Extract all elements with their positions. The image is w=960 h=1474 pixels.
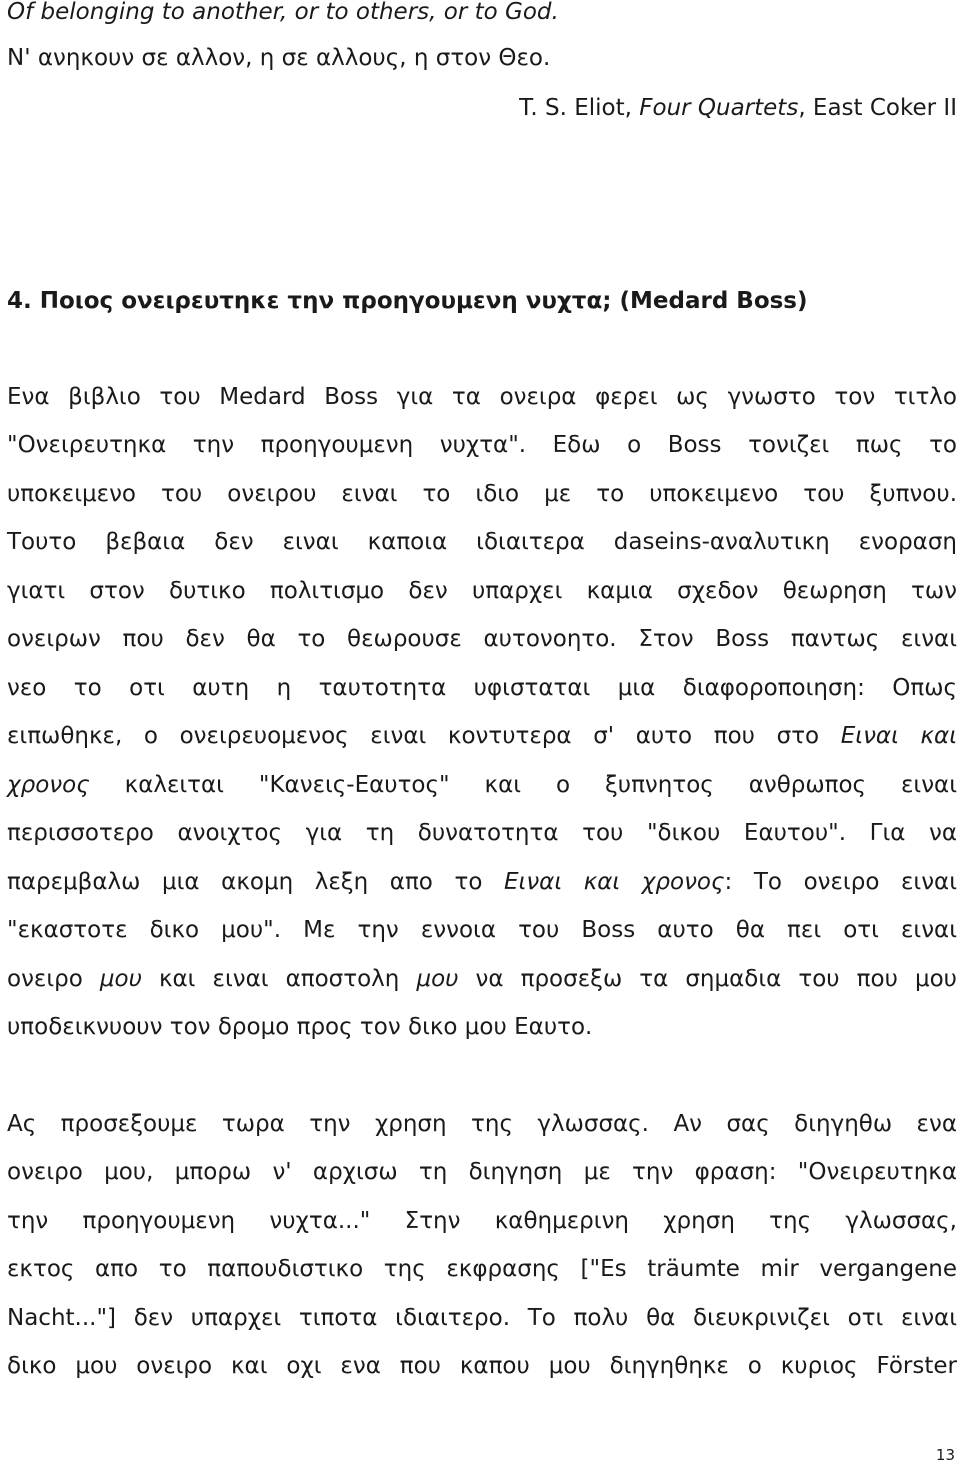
page-number: 13	[935, 1446, 955, 1464]
line-13-text-b: και ειναι αποστολη	[141, 966, 417, 992]
italic-book-title-cont: χρονος	[7, 772, 90, 798]
attribution-author: T. S. Eliot,	[519, 95, 640, 121]
paragraph-1-line-14: υποδεικνυουν τον δρομο προς τον δικο μου Εαυτο.	[7, 1014, 593, 1040]
paragraph-1-line-11	[7, 858, 957, 907]
epigraph-greek: Ν' ανηκουν σε αλλον, η σε αλλους, η στον Θεο.	[7, 45, 551, 71]
paragraph-1-line-7: νεο το οτι αυτη η ταυτοτητα υφισταται μια διαφοροποιηση: Οπως	[7, 675, 957, 701]
line-9-text: καλειται "Κανεις-Εαυτος" και ο ξυπνητος ανθρωπος ειναι	[89, 772, 957, 798]
italic-emphasis-2: μου	[416, 966, 459, 992]
paragraph-1-line-13	[7, 955, 957, 1004]
paragraph-1-line-3: υποκειμενο του ονειρου ειναι το ιδιο με το υποκειμενο του ξυπνου.	[7, 481, 957, 507]
italic-emphasis-1: μου	[99, 966, 142, 992]
paragraph-2-line-2: ονειρο μου, μπορω ν' αρχισω τη διηγηση με την φραση: "Ονειρευτηκα	[7, 1159, 957, 1185]
paragraph-2-line-1: Ας προσεξουμε τωρα την χρηση της γλωσσας. Αν σας διηγηθω ενα	[7, 1111, 957, 1137]
line-11-text-b: : Το ονειρο ειναι	[724, 869, 957, 895]
paragraph-1-line-5: γιατι στον δυτικο πολιτισμο δεν υπαρχει καμια σχεδον θεωρηση των	[7, 578, 957, 604]
attribution-section: , East Coker II	[798, 95, 957, 121]
line-8-text: ειπωθηκε, ο ονειρευομενος ειναι κοντυτερα σ' αυτο που στο	[7, 723, 841, 749]
paragraph-1-line-2: "Ονειρευτηκα την προηγουμενη νυχτα". Εδω ο Boss τονιζει πως το	[7, 432, 957, 458]
paragraph-2-line-5: Nacht..."] δεν υπαρχει τιποτα ιδιαιτερο. Το πολυ θα διευκρινιζει οτι ειναι	[7, 1305, 957, 1331]
line-11-text-a: παρεμβαλω μια ακομη λεξη απο το	[7, 869, 504, 895]
paragraph-1-line-9	[7, 761, 957, 810]
italic-book-title-2: Ειναι και χρονος	[504, 869, 725, 895]
paragraph-2-line-3: την προηγουμενη νυχτα..." Στην καθημερινη χρηση της γλωσσας,	[7, 1208, 957, 1234]
paragraph-1-line-8	[7, 712, 957, 761]
paragraph-1-line-1: Ενα βιβλιο του Medard Boss για τα ονειρα φερει ως γνωστο τον τιτλο	[7, 384, 957, 410]
attribution-work: Four Quartets	[639, 95, 799, 121]
line-13-text-a: ονειρο	[7, 966, 100, 992]
italic-book-title: Ειναι και	[840, 723, 958, 749]
paragraph-1-line-12: "εκαστοτε δικο μου". Με την εννοια του Boss αυτο θα πει οτι ειναι	[7, 917, 957, 943]
paragraph-2-line-4: εκτος απο το παπουδιστικο της εκφρασης ["Es träumte mir vergangene	[7, 1256, 957, 1282]
paragraph-1-line-6: ονειρων που δεν θα το θεωρουσε αυτονοητο. Στον Boss παντως ειναι	[7, 626, 957, 652]
epigraph-english: Of belonging to another, or to others, or to God.	[7, 0, 559, 25]
paragraph-1-line-10: περισσοτερο ανοιχτος για τη δυνατοτητα του "δικου Εαυτου". Για να	[7, 820, 957, 846]
section-heading: 4. Ποιος ονειρευτηκε την προηγουμενη νυχτα; (Medard Boss)	[7, 288, 808, 314]
paragraph-1-line-4: Τουτο βεβαια δεν ειναι καποια ιδιαιτερα daseins-αναλυτικη ενοραση	[7, 529, 957, 555]
paragraph-2-line-6: δικο μου ονειρο και οχι ενα που καπου μου διηγηθηκε ο κυριος Förster	[7, 1353, 957, 1379]
epigraph-attribution	[519, 93, 957, 123]
line-13-text-c: να προσεξω τα σημαδια του που μου	[458, 966, 957, 992]
